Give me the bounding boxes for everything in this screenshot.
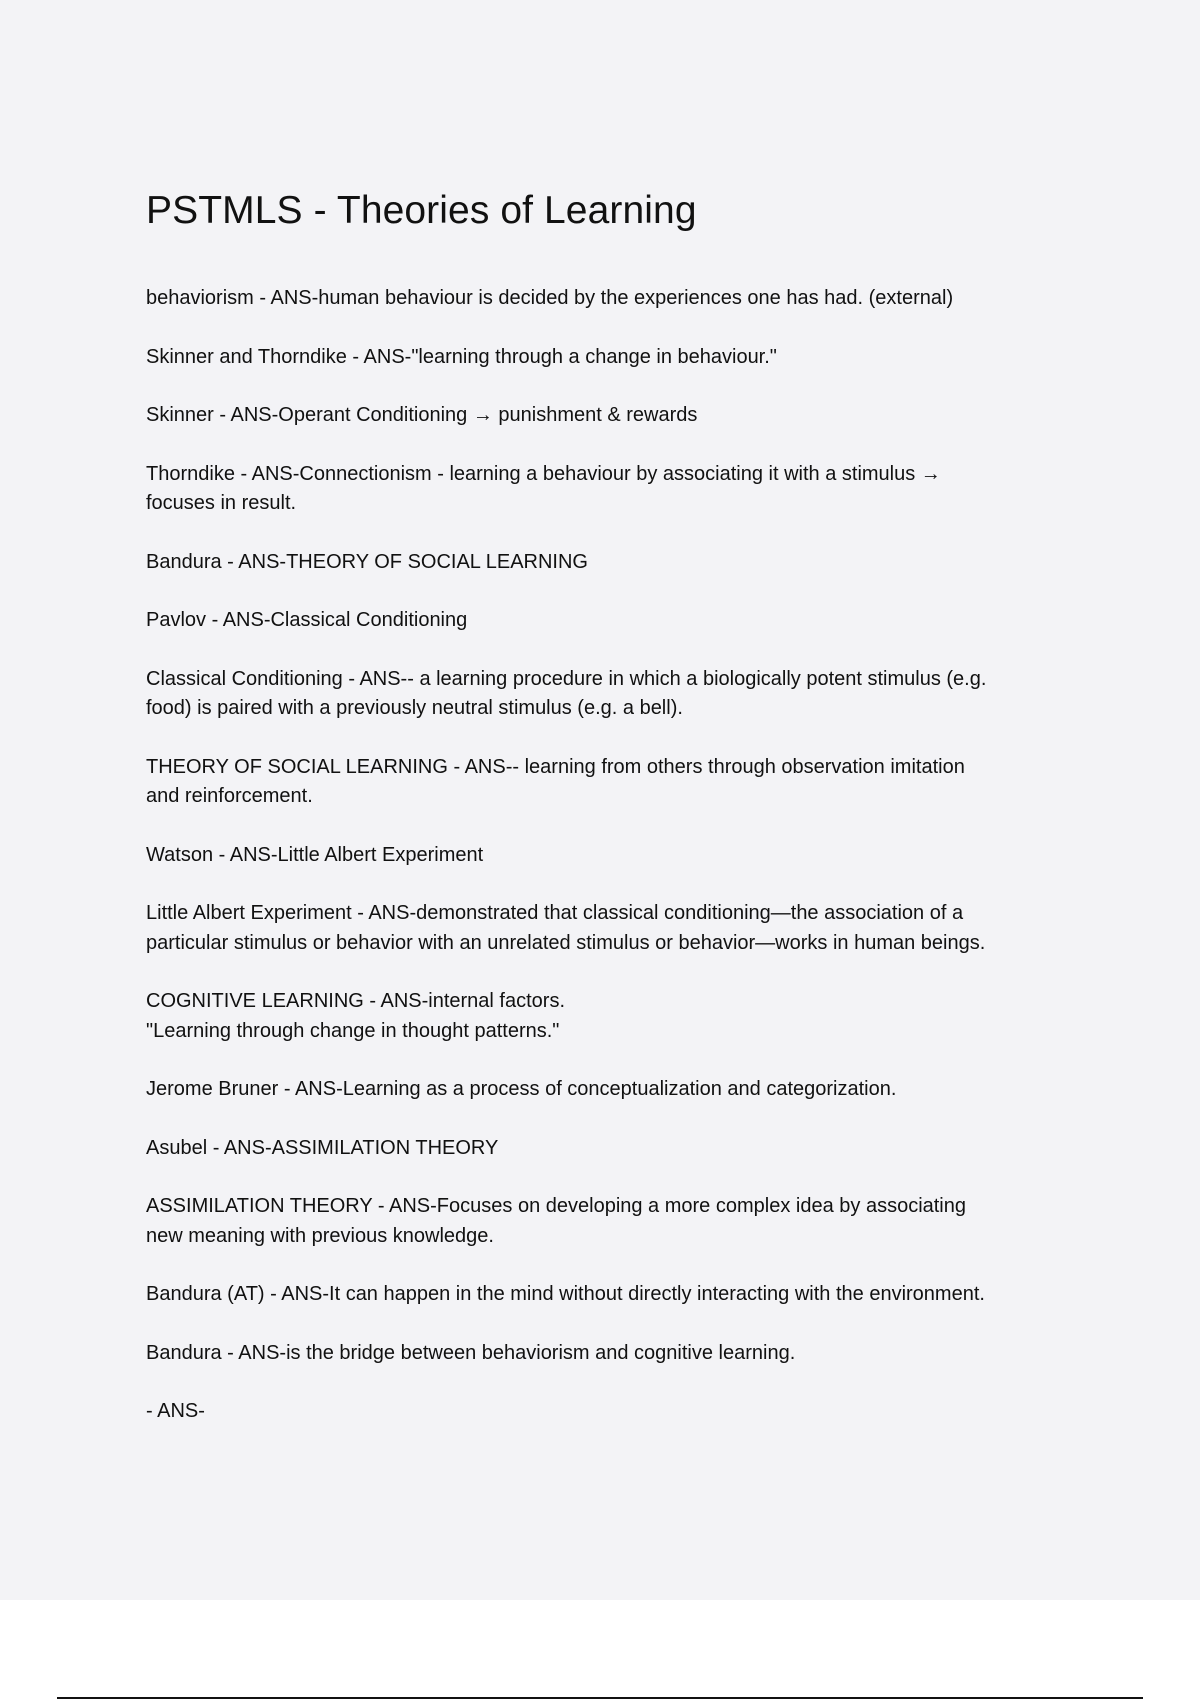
flashcard-entry: Asubel - ANS-ASSIMILATION THEORY <box>146 1136 499 1159</box>
flashcard-entry: COGNITIVE LEARNING - ANS-internal factors. "Learning through change in thought patterns." <box>146 990 565 1042</box>
flashcard-entry: THEORY OF SOCIAL LEARNING - ANS-- learning from others through observation imitation and reinforcement. <box>146 755 965 807</box>
flashcard-entry: Bandura (AT) - ANS-It can happen in the mind without directly interacting with the environment. <box>146 1283 985 1305</box>
flashcard-entry: - ANS- <box>146 1400 205 1422</box>
flashcard-entry: behaviorism - ANS-human behaviour is decided by the experiences one has had. (external) <box>146 287 954 309</box>
flashcard-entry: Watson - ANS-Little Albert Experiment <box>146 843 484 866</box>
flashcard-entry: Jerome Bruner - ANS-Learning as a process of conceptualization and categorization. <box>146 1078 897 1100</box>
flashcard-entry: Skinner and Thorndike - ANS-"learning through a change in behaviour." <box>146 345 777 368</box>
flashcard-entry: Little Albert Experiment - ANS-demonstrated that classical conditioning—the association of a particular stimulus or behavior with an unrelated stimulus or behavior—works in human beings. <box>146 902 986 954</box>
flashcard-entry: Thorndike - ANS-Connectionism - learning a behaviour by associating it with a stimulus → focuses in result. <box>146 462 941 514</box>
flashcard-entry: Bandura - ANS-is the bridge between behaviorism and cognitive learning. <box>146 1341 796 1364</box>
flashcard-entry: Classical Conditioning - ANS-- a learning procedure in which a biologically potent stimulus (e.g. food) is paired with a previously neutral stimulus (e.g. a bell). <box>146 667 987 719</box>
flashcard-entry: Skinner - ANS-Operant Conditioning → punishment & rewards <box>146 404 698 426</box>
flashcard-entry: Bandura - ANS-THEORY OF SOCIAL LEARNING <box>146 550 588 573</box>
flashcard-entry: Pavlov - ANS-Classical Conditioning <box>146 609 468 631</box>
document-title: PSTMLS - Theories of Learning <box>146 189 697 232</box>
flashcard-entry: ASSIMILATION THEORY - ANS-Focuses on developing a more complex idea by associating new meaning with previous knowledge. <box>146 1195 966 1247</box>
document-content <box>146 183 1086 1456</box>
footer-divider <box>57 1697 1143 1699</box>
